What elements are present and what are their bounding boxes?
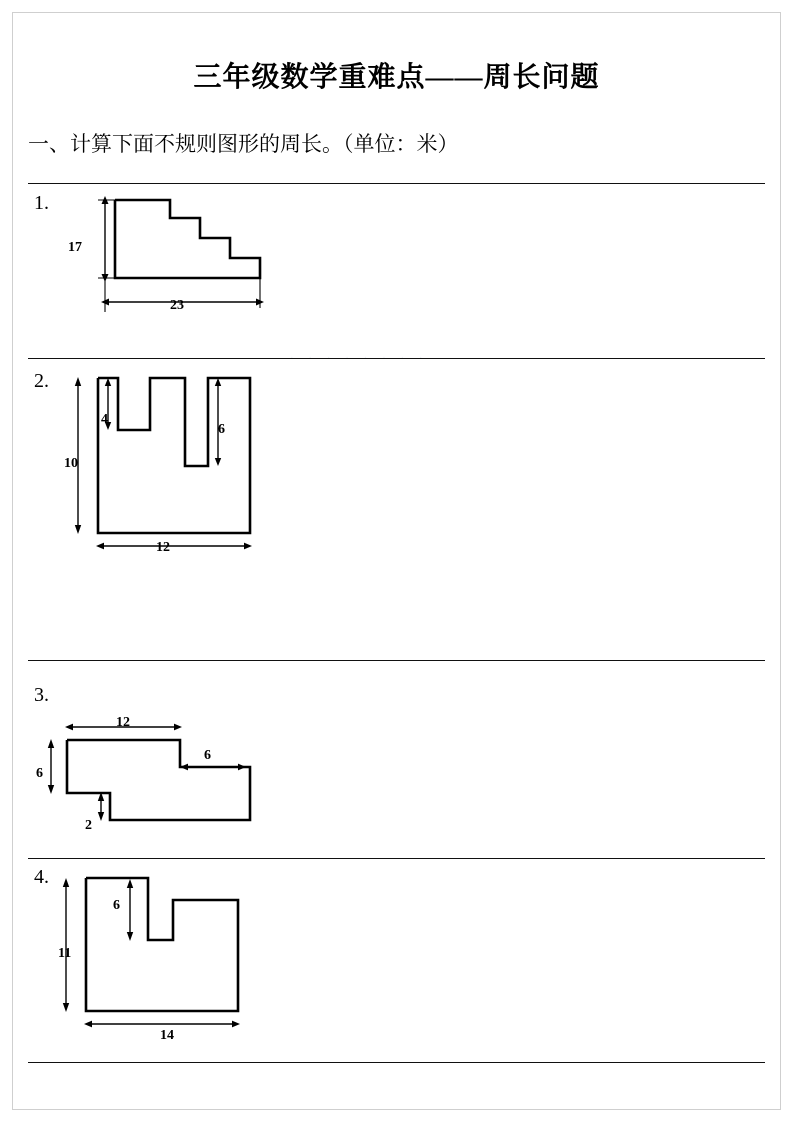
page-title: 三年级数学重难点——周长问题	[193, 62, 600, 93]
dimension-label-4-height: 11	[58, 946, 72, 961]
dimension-label-4-notch: 6	[113, 898, 120, 913]
figure-2	[60, 368, 290, 553]
divider-5	[28, 1062, 765, 1063]
dimension-label-2-notch-right: 6	[218, 422, 225, 437]
watermark: · · · · · · · ·	[290, 352, 429, 364]
divider-3	[28, 660, 765, 661]
dimension-label-3-right: 6	[204, 748, 211, 763]
dimension-label-2-width: 12	[156, 540, 170, 555]
dimension-label-3-top: 12	[116, 715, 130, 730]
question-number-3: 3.	[34, 684, 49, 706]
dimension-label-2-notch-left: 4	[101, 412, 108, 427]
question-number-4: 4.	[34, 866, 49, 888]
dimension-label-2-height: 10	[64, 456, 78, 471]
question-number-1: 1.	[34, 192, 49, 214]
divider-1	[28, 183, 765, 184]
dimension-label-1-width: 23	[170, 298, 184, 313]
section-instruction: 一、计算下面不规则图形的周长。（单位：米）	[28, 132, 459, 156]
divider-4	[28, 858, 765, 859]
dimension-label-1-height: 17	[68, 240, 82, 255]
dimension-label-3-left: 6	[36, 766, 43, 781]
dimension-label-3-step: 2	[85, 818, 92, 833]
dimension-label-4-width: 14	[160, 1028, 174, 1043]
question-number-2: 2.	[34, 370, 49, 392]
figure-3	[35, 705, 275, 845]
figure-4	[38, 868, 278, 1038]
